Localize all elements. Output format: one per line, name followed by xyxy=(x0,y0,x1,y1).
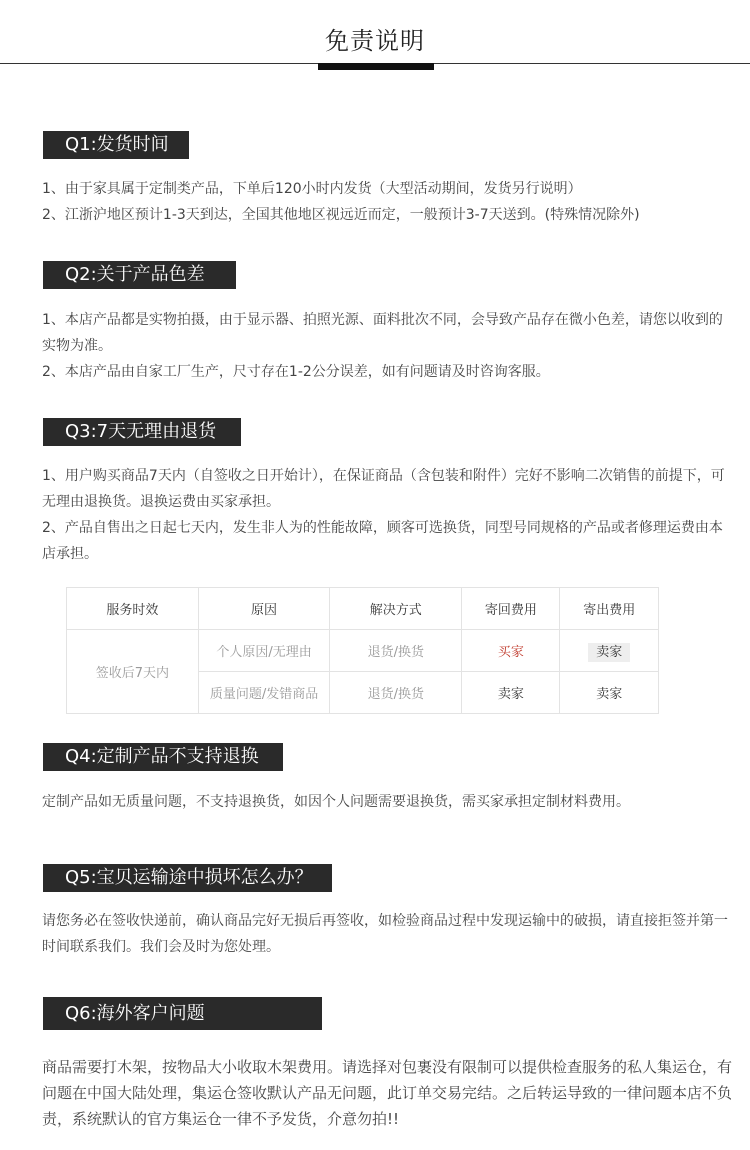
table-header: 解决方式 xyxy=(330,588,462,630)
section-body-q1 xyxy=(42,176,732,228)
table-cell-solution: 退货/换货 xyxy=(330,672,462,714)
section-heading-q3: Q3:7天无理由退货 xyxy=(43,418,241,446)
q6-line-1: 商品需要打木架，按物品大小收取木架费用。请选择对包裹没有限制可以提供检查服务的私人集运仓，有问题在中国大陆处理，集运仓签收默认产品无问题，此订单交易完结。之后转运导致的一律问题本店不负责，系统默认的官方集运仓一律不予发货，介意勿拍!! xyxy=(42,1058,733,1128)
section-heading-q1: Q1:发货时间 xyxy=(43,131,189,159)
section-body-q4 xyxy=(42,789,732,815)
return-policy-table xyxy=(66,587,659,714)
section-body-q5 xyxy=(42,908,732,960)
header-accent-bar xyxy=(318,63,434,70)
q1-line-2: 2、江浙沪地区预计1-3天到达，全国其他地区视远近而定，一般预计3-7天送到。(特殊情况除外) xyxy=(42,207,640,223)
q2-line-2: 2、本店产品由自家工厂生产，尺寸存在1-2公分误差，如有问题请及时咨询客服。 xyxy=(42,364,550,380)
section-body-q6 xyxy=(42,1054,732,1132)
table-cell-solution: 退货/换货 xyxy=(330,630,462,672)
table-row xyxy=(67,630,659,672)
table-header: 原因 xyxy=(198,588,330,630)
section-heading-q5: Q5:宝贝运输途中损坏怎么办？ xyxy=(43,864,332,892)
section-body-q2 xyxy=(42,307,732,385)
table-cell-reason: 质量问题/发错商品 xyxy=(198,672,330,714)
section-heading-q4: Q4:定制产品不支持退换 xyxy=(43,743,283,771)
q3-line-1: 1、用户购买商品7天内（自签收之日开始计），在保证商品（含包装和附件）完好不影响二次销售的前提下，可无理由退换货。退换运费由买家承担。 xyxy=(42,468,725,510)
table-header-row xyxy=(67,588,659,630)
page-header xyxy=(0,0,750,72)
table-header: 寄出费用 xyxy=(560,588,659,630)
q3-line-2: 2、产品自售出之日起七天内，发生非人为的性能故障，顾客可选换货，同型号同规格的产品或者修理运费由本店承担。 xyxy=(42,520,723,562)
page-title: 免责说明 xyxy=(325,27,425,55)
table-cell-return-fee: 买家 xyxy=(462,630,560,672)
table-cell-reason: 个人原因/无理由 xyxy=(198,630,330,672)
table-header: 服务时效 xyxy=(67,588,199,630)
section-heading-q2: Q2:关于产品色差 xyxy=(43,261,236,289)
table-header: 寄回费用 xyxy=(462,588,560,630)
send-fee-highlight: 卖家 xyxy=(588,643,630,662)
q1-line-1: 1、由于家具属于定制类产品，下单后120小时内发货（大型活动期间，发货另行说明） xyxy=(42,181,582,197)
q4-line-1: 定制产品如无质量问题，不支持退换货，如因个人问题需要退换货，需买家承担定制材料费用。 xyxy=(42,794,630,810)
table-cell-send-fee: 卖家 xyxy=(560,672,659,714)
section-body-q3 xyxy=(42,463,732,567)
table-cell-return-fee: 卖家 xyxy=(462,672,560,714)
table-cell-send-fee xyxy=(560,630,659,672)
table-cell-period: 签收后7天内 xyxy=(67,630,199,714)
section-heading-q6: Q6:海外客户问题 xyxy=(43,997,322,1030)
q5-line-1: 请您务必在签收快递前，确认商品完好无损后再签收，如检验商品过程中发现运输中的破损，请直接拒签并第一时间联系我们。我们会及时为您处理。 xyxy=(42,913,728,955)
q2-line-1: 1、本店产品都是实物拍摄，由于显示器、拍照光源、面料批次不同，会导致产品存在微小色差，请您以收到的实物为准。 xyxy=(42,312,723,354)
